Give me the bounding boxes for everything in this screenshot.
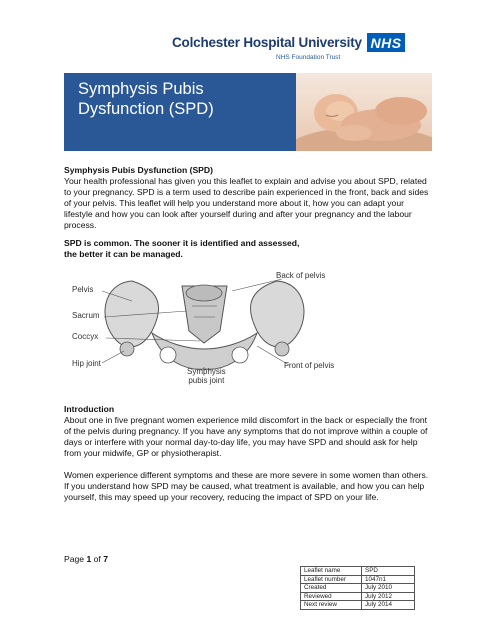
label-front-of-pelvis: Front of pelvis [284, 361, 335, 370]
page-current: 1 [86, 554, 92, 564]
page-mid: of [91, 554, 104, 564]
meta-key: Leaflet number [301, 575, 362, 584]
meta-key: Next review [301, 601, 362, 610]
meta-value: July 2014 [362, 601, 415, 610]
page-prefix: Page [64, 554, 87, 564]
meta-key: Created [301, 584, 362, 593]
label-symphysis-line1: Symphysis [187, 367, 226, 376]
label-sacrum: Sacrum [72, 311, 100, 320]
table-row [301, 601, 415, 610]
intro-heading: Symphysis Pubis Dysfunction (SPD) [64, 165, 213, 175]
label-hip-joint: Hip joint [72, 359, 101, 368]
callout-line2: the better it can be managed. [64, 249, 183, 259]
page-number [64, 554, 108, 564]
leaflet-info-table [300, 566, 415, 610]
trust-name: NHS Foundation Trust [276, 54, 341, 61]
label-symphysis [187, 367, 226, 385]
page-total: 7 [103, 554, 108, 564]
label-pelvis: Pelvis [72, 285, 94, 294]
title-banner [64, 73, 296, 151]
meta-value: SPD [362, 567, 415, 576]
organisation-name: Colchester Hospital University [172, 35, 362, 50]
meta-value: July 2010 [362, 584, 415, 593]
nhs-logo: NHS [367, 33, 405, 52]
label-back-of-pelvis: Back of pelvis [276, 271, 326, 280]
label-coccyx: Coccyx [72, 332, 99, 341]
pelvis-diagram [72, 271, 352, 385]
label-symphysis-line2: pubis joint [188, 376, 225, 385]
callout-line1: SPD is common. The sooner it is identified and assessed, [64, 238, 300, 248]
table-row [301, 567, 415, 576]
table-row [301, 584, 415, 593]
intro-body: Your health professional has given you this leaflet to explain and advise you about SPD, related to your pregnancy. SPD is a term used to describe pain experienced in the front, back and sides of your pelvis. This leaflet will help you understand more about it, how you can adapt your lifestyle and how you can look after yourself during and after your pregnancy and the labour process. [64, 176, 429, 230]
table-row [301, 592, 415, 601]
leaflet-title-line1: Symphysis Pubis [78, 80, 204, 98]
table-row [301, 575, 415, 584]
introduction-heading: Introduction [64, 404, 115, 414]
meta-value: July 2012 [362, 592, 415, 601]
introduction-para1: About one in five pregnant women experience mild discomfort in the back or especially the front of the pelvis during pregnancy. If you have any symptoms that do not improve within a couple of days or interfere with your normal day-to-day life, you may have SPD and should ask for help from your midwife, GP or physiotherapist. [64, 415, 428, 458]
meta-value: 1047n1 [362, 575, 415, 584]
meta-key: Reviewed [301, 592, 362, 601]
meta-key: Leaflet name [301, 567, 362, 576]
leaflet-title-line2: Dysfunction (SPD) [78, 100, 214, 118]
baby-photo [296, 73, 432, 151]
introduction-para2: Women experience different symptoms and these are more severe in some women than others. If you understand how SPD may be caused, what treatment is available, and how you can help yourself, this may speed up your recovery, reducing the impact of SPD on your life. [64, 470, 429, 502]
